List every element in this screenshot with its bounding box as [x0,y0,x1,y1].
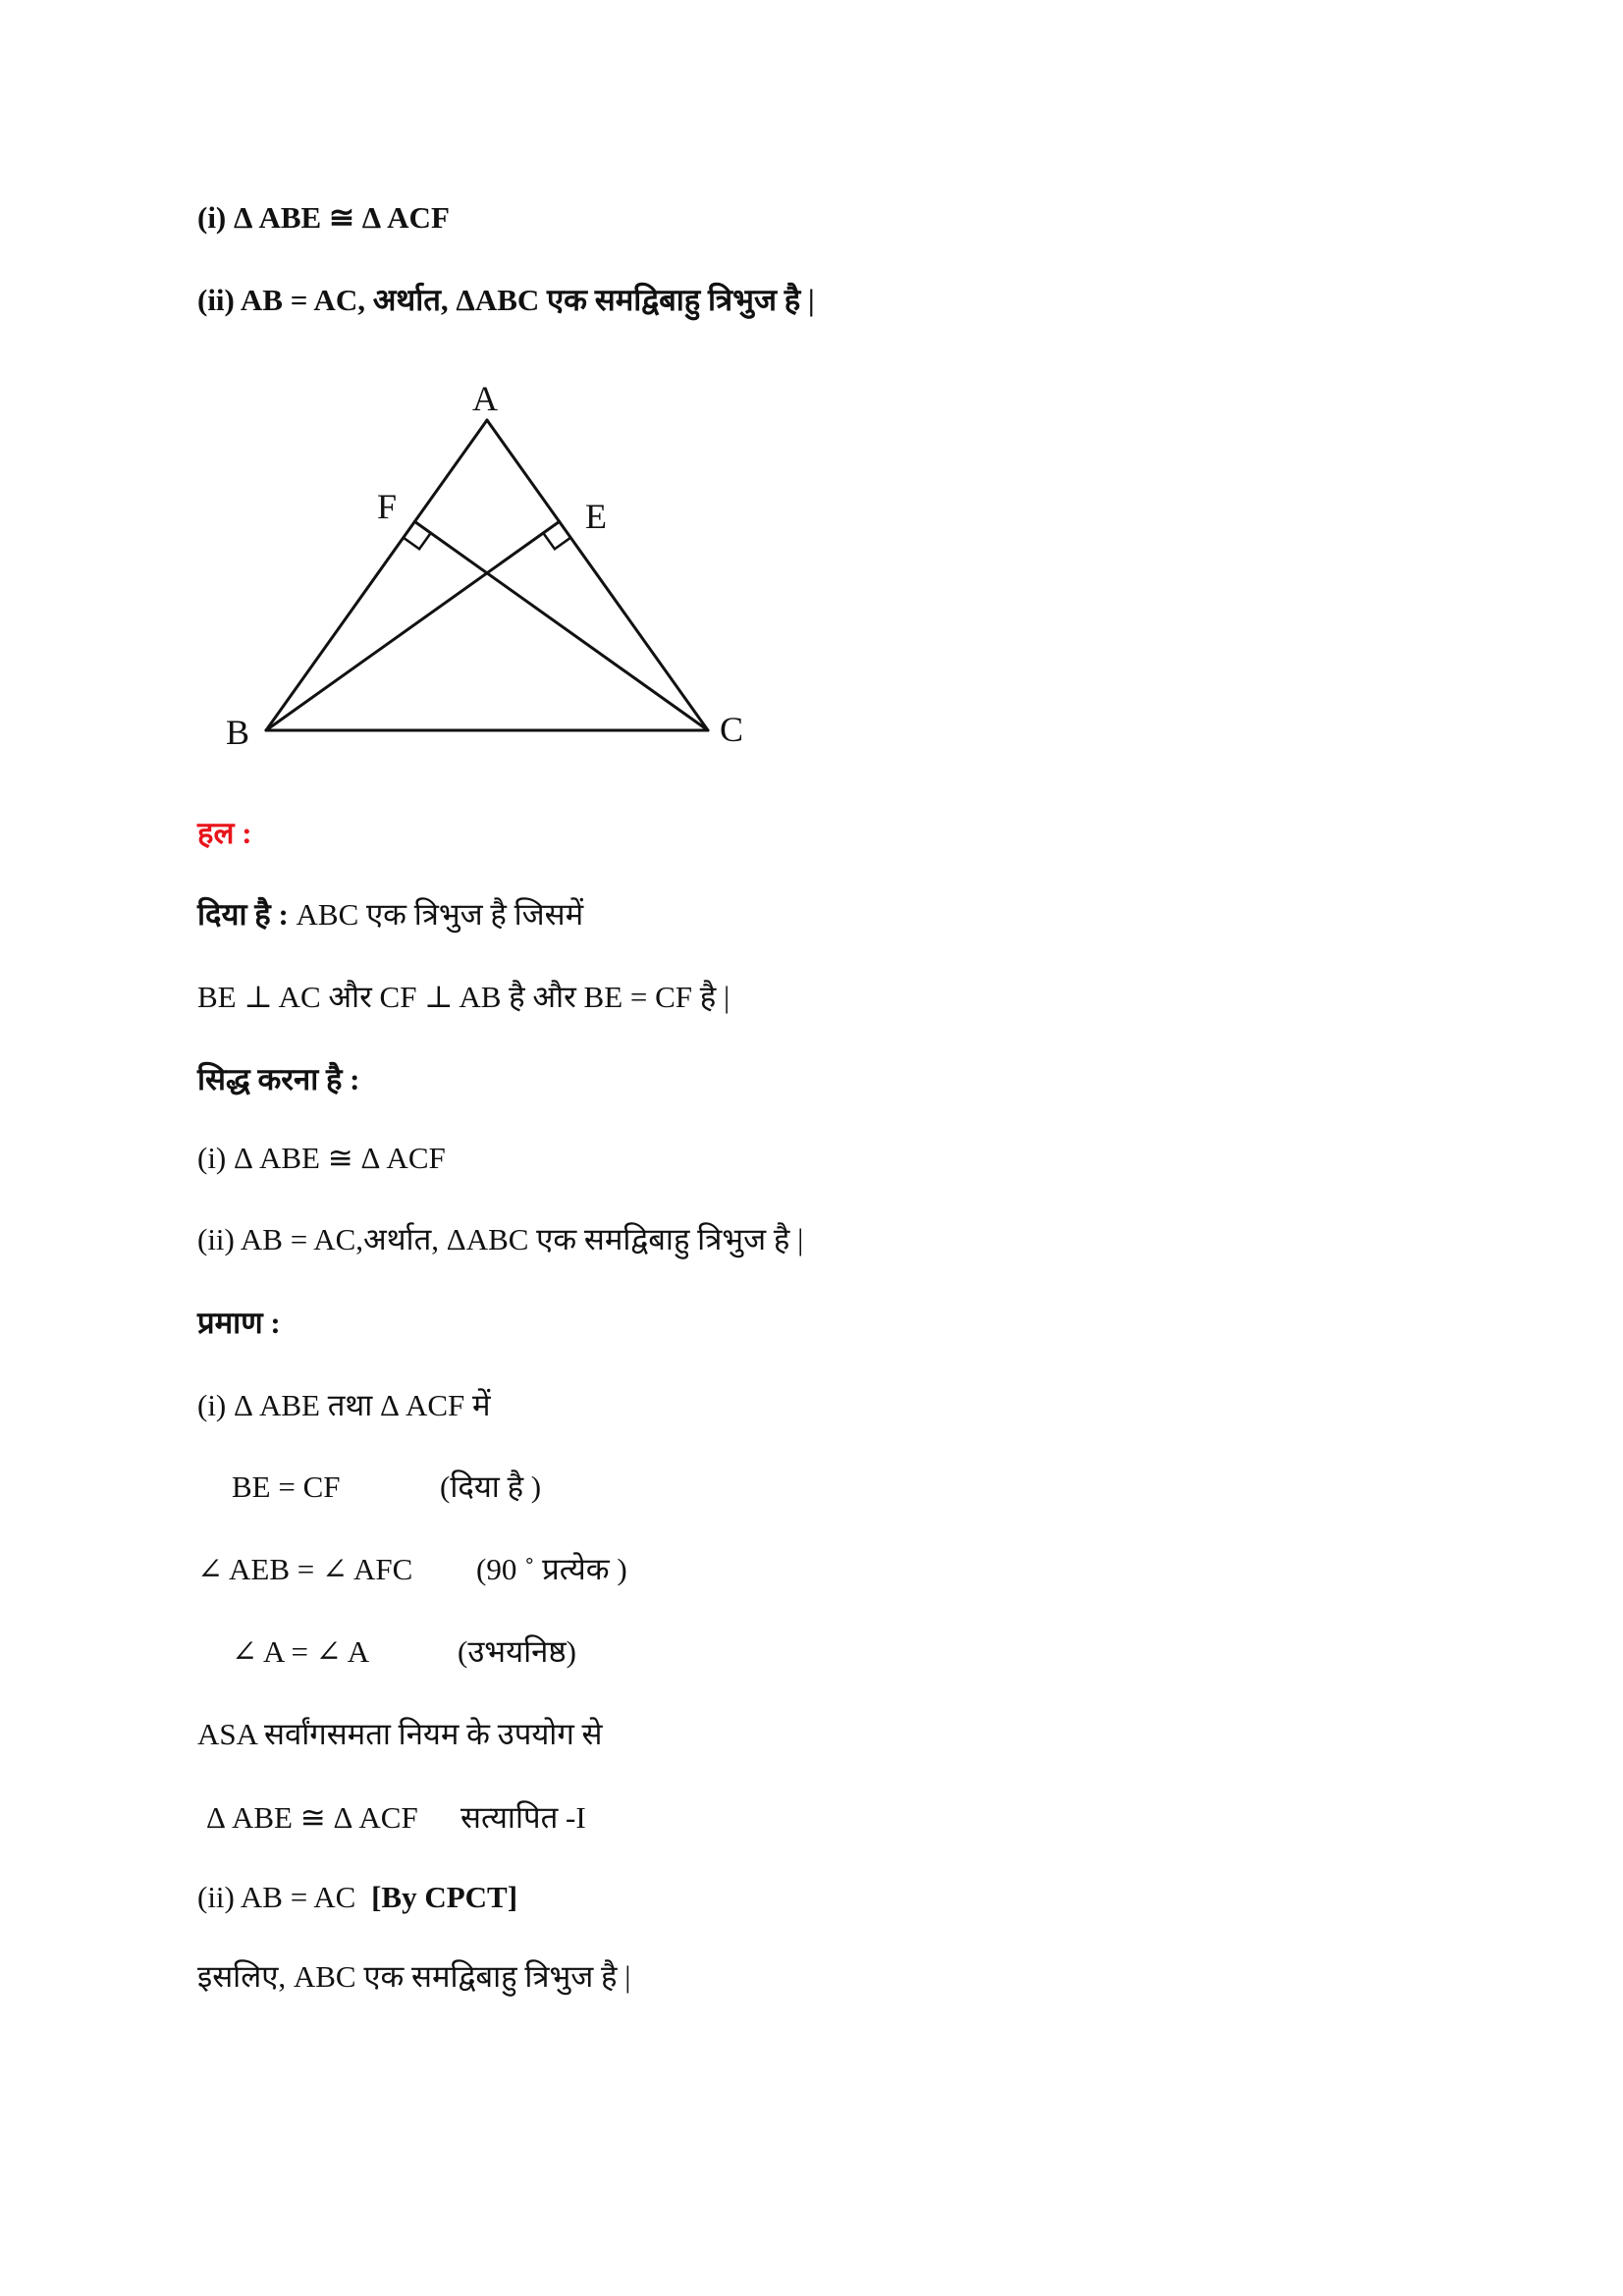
congruence-note: सत्यापित -I [460,1800,586,1835]
congruence-result [206,1798,992,1838]
triangle-diagram [0,0,1623,883]
proof-step-1-reason: (दिया है ) [440,1469,542,1504]
vertex-label-c: C [720,710,744,749]
right-angle-mark-e [543,533,570,549]
to-prove-part-2: (ii) AB = AC,अर्थात, ΔABC एक समद्विबाहु त्रिभुज है | [197,1222,804,1256]
proof-intro: (i) Δ ABE तथा Δ ACF में [197,1388,491,1422]
congruence-statement: Δ ABE ≅ Δ ACF [206,1800,418,1835]
vertex-label-e: E [585,497,607,536]
proof-step-2-statement: ∠ AEB = ∠ AFC [197,1552,413,1586]
proof-step-2-reason: (90 ˚ प्रत्येक ) [476,1552,627,1586]
right-angle-mark-f [404,533,431,549]
altitude-cf [414,521,708,730]
vertex-label-a: A [472,379,498,418]
proof-step-3-reason: (उभयनिष्ठ) [458,1634,576,1669]
given-label: दिया है : [197,897,289,932]
solution-heading: हल : [197,816,252,850]
proof-step-1 [232,1468,1017,1507]
given-line [197,895,583,934]
given-text: ABC एक त्रिभुज है जिसमें [296,897,584,932]
side-ac [487,420,708,730]
side-ab [266,420,487,730]
given-detail: BE ⊥ AC और CF ⊥ AB है और BE = CF है | [197,980,730,1014]
to-prove-part-1: (i) Δ ABE ≅ Δ ACF [197,1141,446,1175]
statement-part-1: (i) Δ ABE ≅ Δ ACF [197,200,450,235]
to-prove-label: सिद्ध करना है : [197,1062,360,1096]
proof-step-1-statement: BE = CF [232,1469,341,1504]
vertex-label-f: F [377,487,398,526]
altitude-be [266,521,560,730]
proof-step-3-statement: ∠ A = ∠ A [232,1634,370,1669]
part-2-reason: [By CPCT] [371,1880,518,1914]
proof-step-3 [232,1632,1017,1672]
conclusion-line: इसलिए, ABC एक समद्विबाहु त्रिभुज है | [197,1959,631,1994]
statement-part-2: (ii) AB = AC, अर्थात, ΔABC एक समद्विबाहु त्रिभुज है | [197,283,815,317]
proof-step-2 [197,1550,1081,1589]
asa-rule-line: ASA सर्वांगसमता नियम के उपयोग से [197,1717,603,1751]
part-2-statement: (ii) AB = AC [197,1880,356,1914]
proof-part-2 [197,1878,517,1917]
vertex-label-b: B [226,713,250,752]
proof-label: प्रमाण : [197,1306,281,1340]
